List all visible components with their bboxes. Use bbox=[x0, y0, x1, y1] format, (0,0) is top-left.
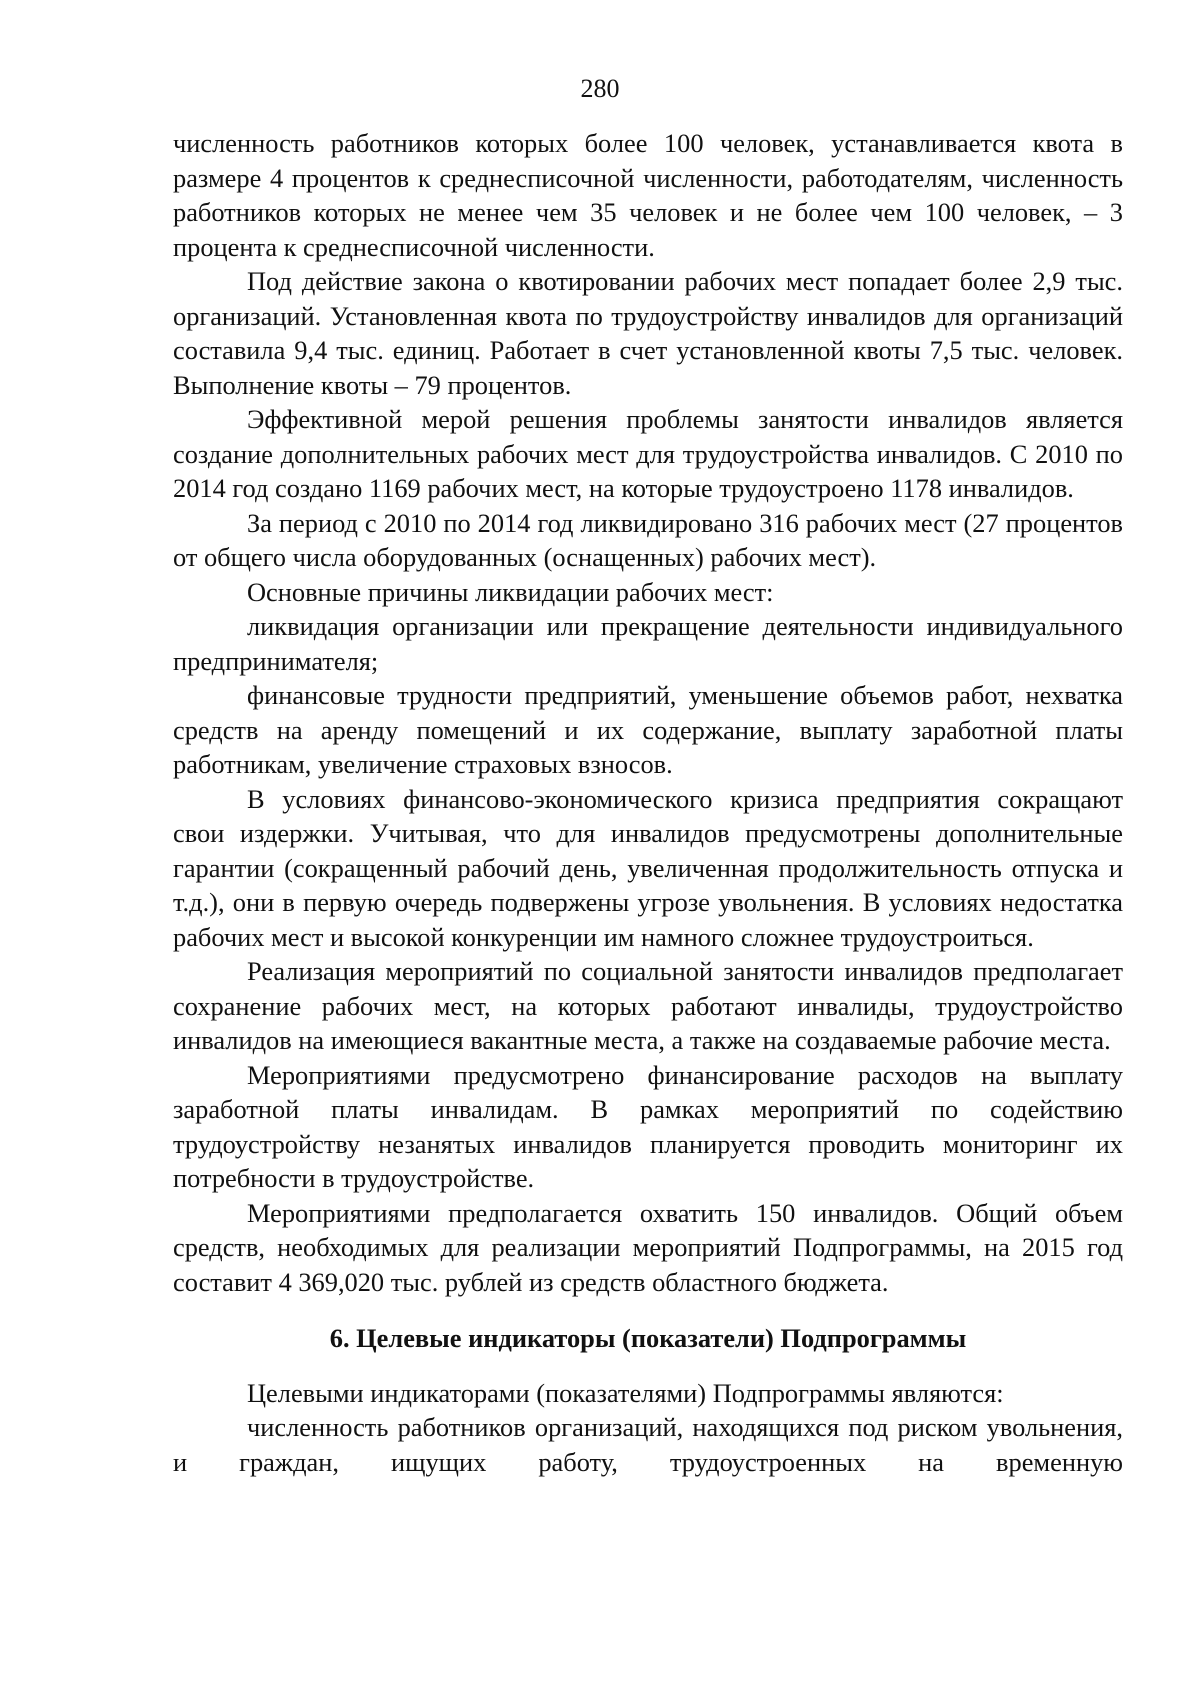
paragraph-crisis-conditions: В условиях финансово-экономического кризиса предприятия сокращают свои издержки. Учитывая, что для инвалидов предусмотрены дополнительные гарантии (сокращенный рабочий день, увеличенная продолжительность отпуска и т.д.), они в первую очередь подвержены угрозе увольнения. В условиях недостатка рабочих мест и высокой конкуренции им намного сложнее трудоустроиться. bbox=[173, 783, 1123, 952]
paragraph-quota-law: Под действие закона о квотировании рабочих мест попадает более 2,9 тыс. организаций. Установленная квота по трудоустройству инвалидов для организаций составила 9,4 тыс. единиц. Работает в счет установленной квоты 7,5 тыс. человек. Выполнение квоты – 79 процентов. bbox=[173, 266, 1123, 400]
section-heading: 6. Целевые индикаторы (показатели) Подпрограммы bbox=[329, 1323, 967, 1353]
paragraph-liquidation-reasons: Основные причины ликвидации рабочих мест: bbox=[247, 576, 774, 607]
paragraph-job-liquidation: За период с 2010 по 2014 год ликвидировано 316 рабочих мест (27 процентов от общего числа оборудованных (оснащенных) рабочих мест). bbox=[173, 507, 1123, 572]
paragraph-quota-sizes: численность работников которых более 100 человек, устанавливается квота в размере 4 процентов к среднесписочной численности, работодателям, численность работников которых не менее чем 35 человек и не более чем 100 человек, – 3 процента к среднесписочной численности. bbox=[173, 128, 1123, 262]
body-text bbox=[173, 126, 1123, 1479]
list-item-reason-liquidation: ликвидация организации или прекращение деятельности индивидуального предпринимателя; bbox=[173, 611, 1123, 676]
list-item-indicator-1: численность работников организаций, находящихся под риском увольнения, и граждан, ищущих работу, трудоустроенных на временную bbox=[173, 1412, 1123, 1477]
paragraph-measures-coverage: Мероприятиями предполагается охватить 150 инвалидов. Общий объем средств, необходимых для реализации мероприятий Подпрограммы, на 2015 год составит 4 369,020 тыс. рублей из средств областного бюджета. bbox=[173, 1197, 1123, 1297]
page-number: 280 bbox=[580, 74, 620, 103]
paragraph-indicators-intro: Целевыми индикаторами (показателями) Подпрограммы являются: bbox=[247, 1377, 1004, 1408]
list-item-reason-financial: финансовые трудности предприятий, уменьшение объемов работ, нехватка средств на аренду помещений и их содержание, выплату заработной платы работникам, увеличение страховых взносов. bbox=[173, 680, 1123, 779]
paragraph-measures-implementation: Реализация мероприятий по социальной занятости инвалидов предполагает сохранение рабочих мест, на которых работают инвалиды, трудоустройство инвалидов на имеющиеся вакантные места, а также на создаваемые рабочие места. bbox=[173, 956, 1123, 1055]
paragraph-job-creation: Эффективной мерой решения проблемы занятости инвалидов является создание дополнительных рабочих мест для трудоустройства инвалидов. С 2010 по 2014 год создано 1169 рабочих мест, на которые трудоустроено 1178 инвалидов. bbox=[173, 404, 1123, 503]
paragraph-measures-financing: Мероприятиями предусмотрено финансирование расходов на выплату заработной платы инвалидам. В рамках мероприятий по содействию трудоустройству незанятых инвалидов планируется проводить мониторинг их потребности в трудоустройстве. bbox=[173, 1059, 1123, 1193]
